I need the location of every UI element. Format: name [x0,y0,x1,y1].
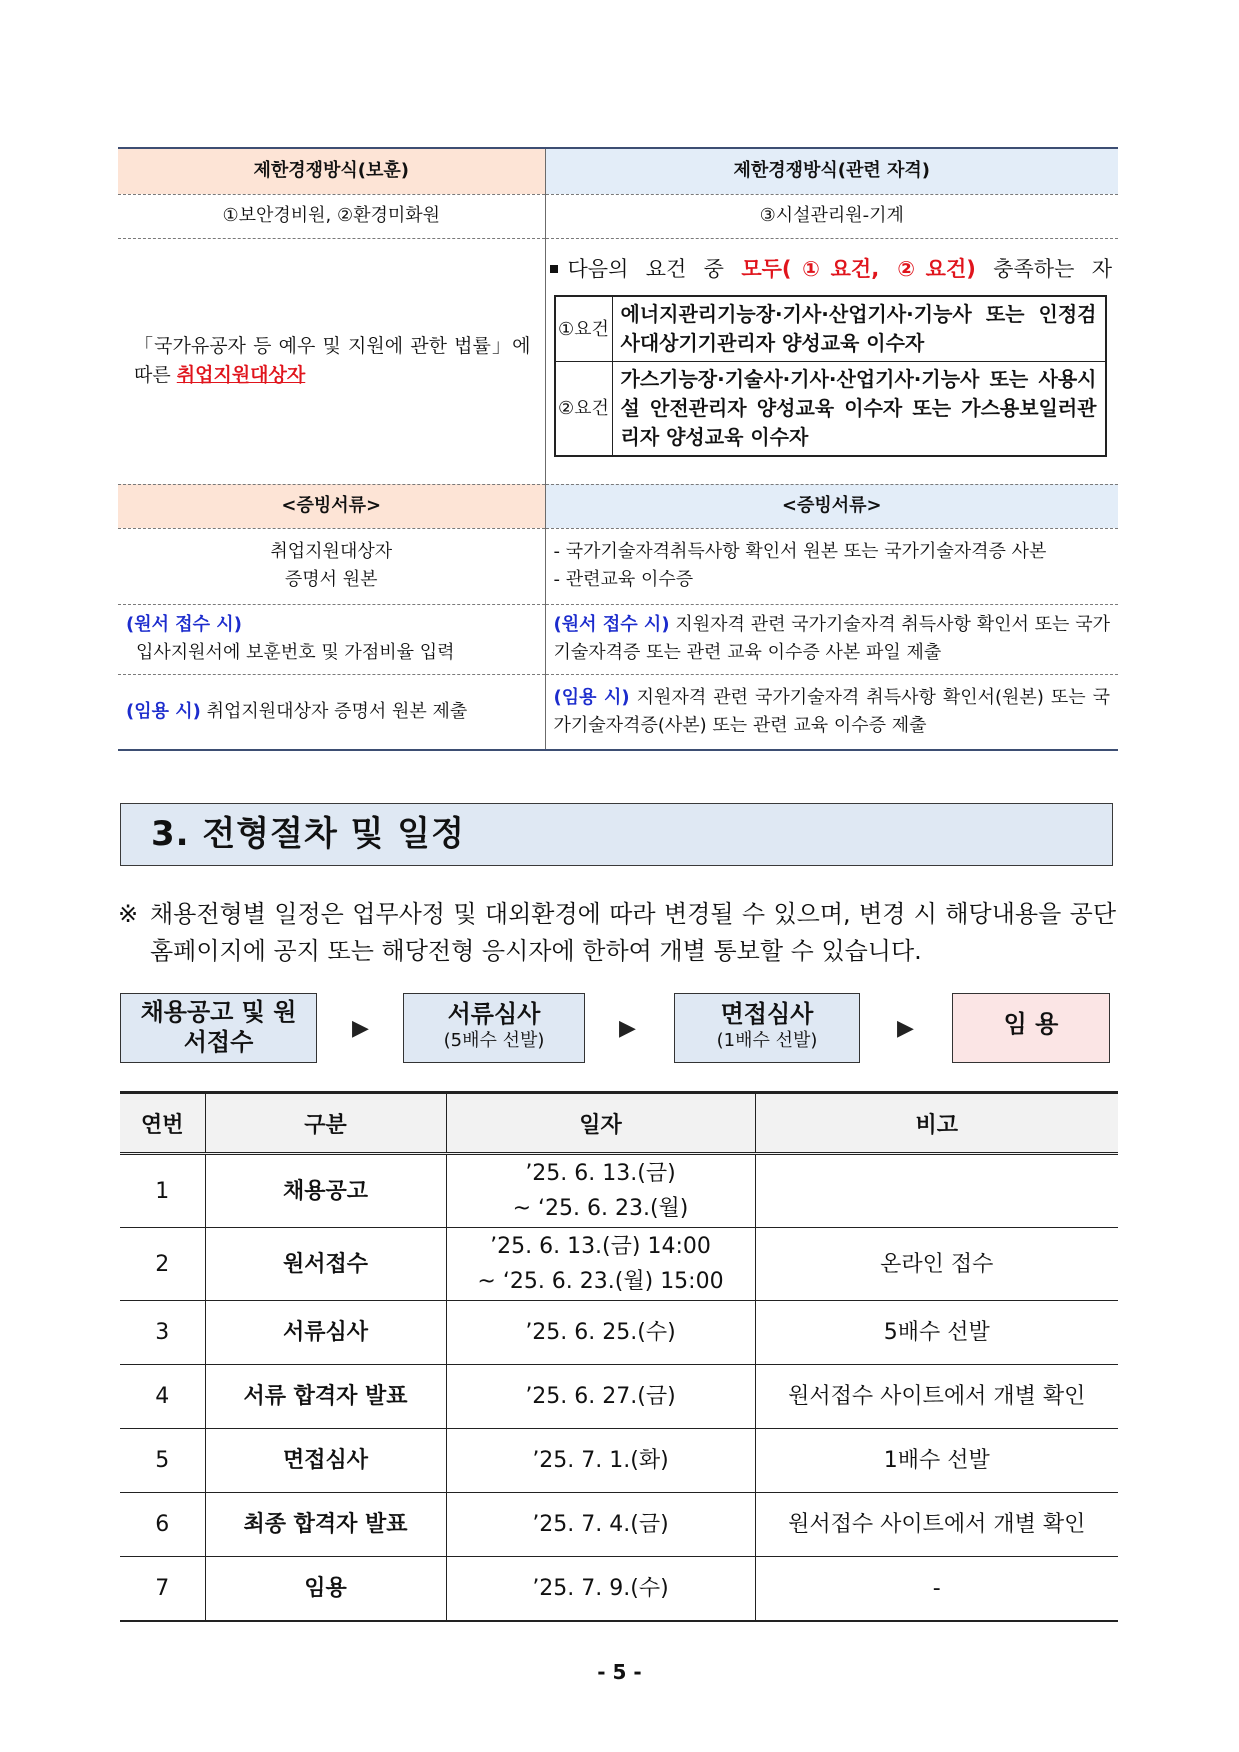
table-row: 3 서류심사 ’25. 6. 25.(수) 5배수 선발 [120,1301,1118,1365]
flow-step-appointment: 임 용 [952,993,1110,1063]
right-hire: (임용 시) 지원자격 관련 국가기술자격 취득사항 확인서(원본) 또는 국가기술자격증(사본) 또는 관련 교육 이수증 제출 [553,686,1110,736]
left-condition-text: 「국가유공자 등 예우 및 지원에 관한 법률」에 따른 [134,335,531,386]
left-docs-header: <증빙서류> [118,484,545,528]
flow-step-document-review: 서류심사 (5배수 선발) [403,993,585,1063]
left-apply: (원서 접수 시) 입사지원서에 보훈번호 및 가점비율 입력 [118,604,545,674]
left-condition-highlight: 취업지원대상자 [176,364,306,386]
page-number: - 5 - [597,1660,642,1684]
schedule-notice [118,896,1116,970]
right-condition [545,238,1118,484]
right-column-header: 제한경쟁방식(관련 자격) [545,148,1118,194]
schedule-table [120,1091,1118,1622]
reference-mark-icon: ※ [118,900,139,928]
right-docs: - 국가기술자격취득사항 확인서 원본 또는 국가기술자격증 사본 - 관련교육 이수증 [545,528,1118,604]
column-header: 구분 [205,1093,446,1154]
table-row: 5 면접심사 ’25. 7. 1.(화) 1배수 선발 [120,1429,1118,1493]
table-row: 6 최종 합격자 발표 ’25. 7. 4.(금) 원서접수 사이트에서 개별 확인 [120,1493,1118,1557]
requirement-table [554,295,1107,457]
right-docs-header: <증빙서류> [545,484,1118,528]
notice-text: 채용전형별 일정은 업무사정 및 대외환경에 따라 변경될 수 있으며, 변경 시 해당내용을 공단 홈페이지에 공지 또는 해당전형 응시자에 한하여 개별 통보할 수 있습니다. [150,900,1116,965]
square-bullet-icon [550,265,558,273]
left-column-header: 제한경쟁방식(보훈) [118,148,545,194]
flow-arrow-icon: ▶ [897,1016,914,1041]
requirement-text: 에너지관리기능장·기사·산업기사·기능사 또는 인정검사대상기기관리자 양성교육 이수자 [612,296,1106,362]
table-row: 2 원서접수 ’25. 6. 13.(금) 14:00 ~ ‘25. 6. 23.(월) 15:00 온라인 접수 [120,1228,1118,1301]
left-positions: ①보안경비원, ②환경미화원 [118,194,545,238]
right-positions: ③시설관리원-기계 [545,194,1118,238]
flow-step-interview: 면접심사 (1배수 선발) [674,993,860,1063]
right-apply: (원서 접수 시) 지원자격 관련 국가기술자격 취득사항 확인서 또는 국가기술자격증 또는 관련 교육 이수증 사본 파일 제출 [545,604,1118,674]
left-hire: (임용 시) 취업지원대상자 증명서 원본 제출 [118,674,545,750]
column-header: 비고 [755,1093,1118,1154]
qualification-comparison-table [118,147,1118,751]
column-header: 연번 [120,1093,205,1154]
requirement-text: 가스기능장·기술사·기사·산업기사·기능사 또는 사용시설 안전관리자 양성교육 이수자 또는 가스용보일러관리자 양성교육 이수자 [612,362,1106,457]
left-docs: 취업지원대상자 증명서 원본 [118,528,545,604]
left-condition [118,238,545,484]
flow-arrow-icon: ▶ [619,1016,636,1041]
flow-step-announcement: 채용공고 및 원서접수 [120,993,317,1063]
table-row: 1 채용공고 ’25. 6. 13.(금) ~ ‘25. 6. 23.(월) [120,1154,1118,1228]
section-title: 3. 전형절차 및 일정 [120,803,1113,866]
column-header: 일자 [446,1093,755,1154]
requirement-label: ①요건 [555,296,613,362]
requirement-label: ②요건 [555,362,613,457]
flow-arrow-icon: ▶ [352,1016,369,1041]
table-row: 4 서류 합격자 발표 ’25. 6. 27.(금) 원서접수 사이트에서 개별 확인 [120,1365,1118,1429]
requirement-summary: 다음의 요건 중 모두(①요건, ②요건) 충족하는 자 [546,255,1119,283]
table-row: 7 임용 ’25. 7. 9.(수) - [120,1557,1118,1621]
requirement-emphasis: 모두(①요건, ②요건) [741,257,976,281]
